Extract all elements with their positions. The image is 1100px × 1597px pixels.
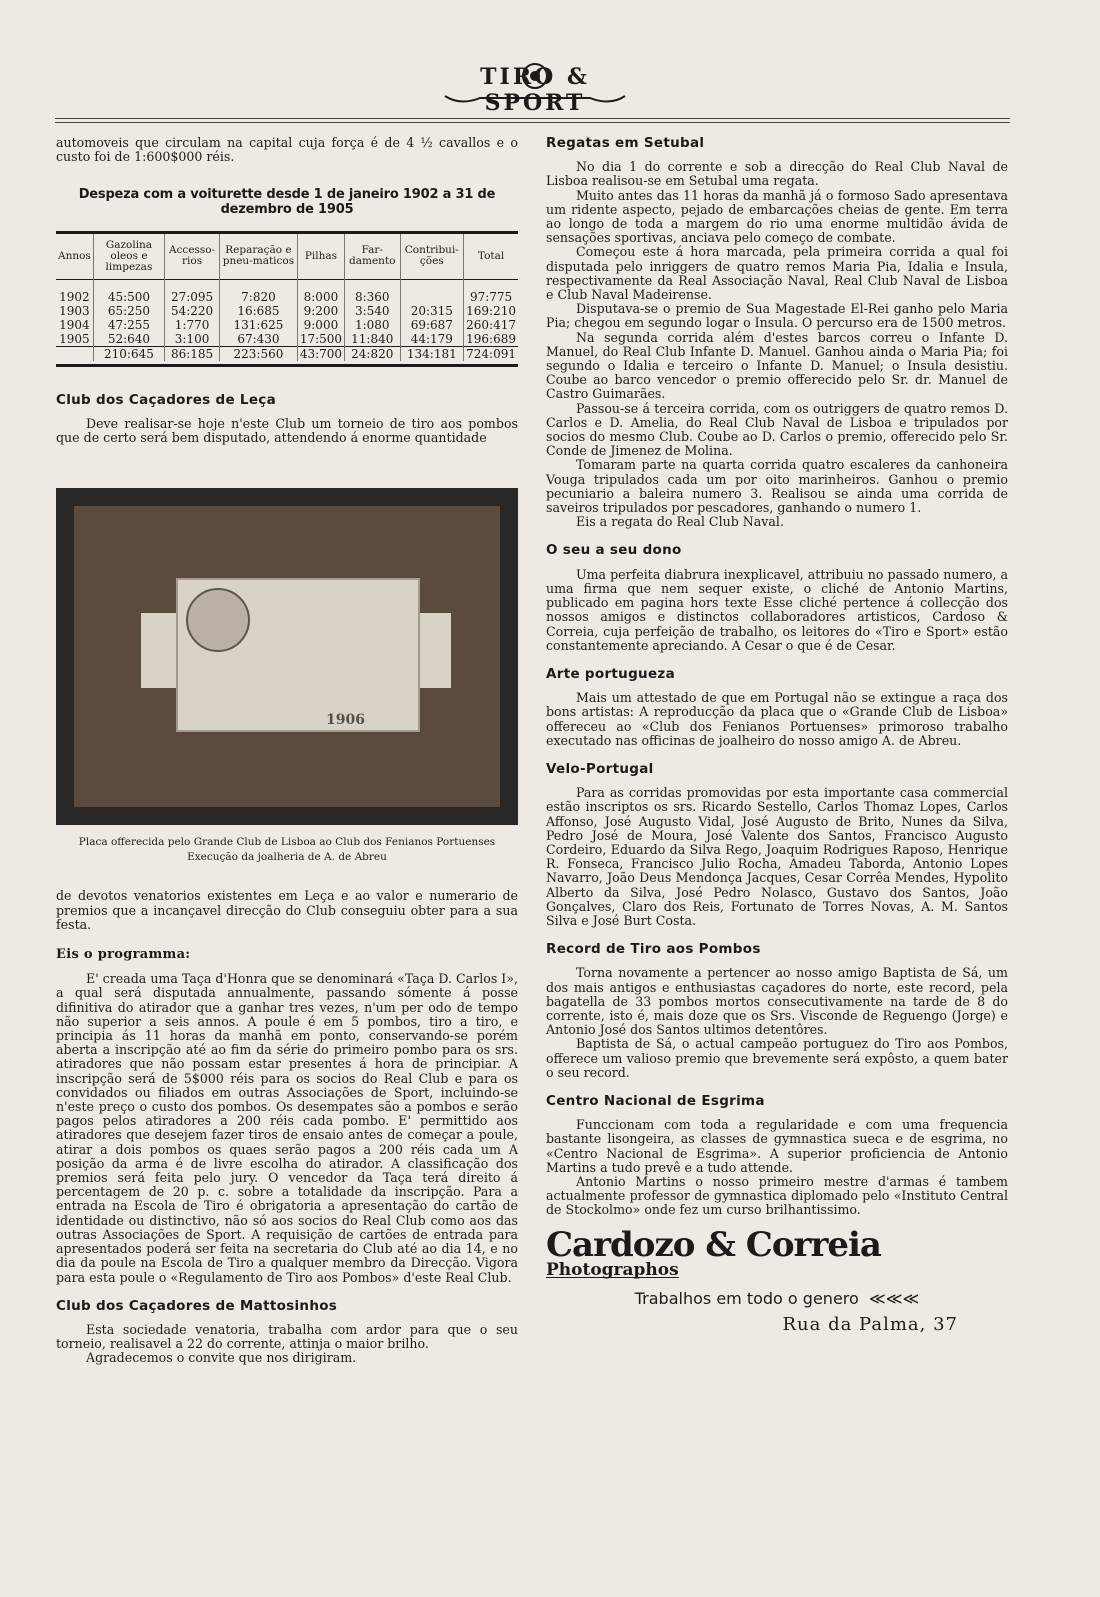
advert-address: Rua da Palma, 37: [782, 1314, 958, 1336]
table-cell: 134:181: [400, 346, 464, 361]
section-heading: Arte portugueza: [546, 665, 675, 682]
table-cell: 223:560: [220, 346, 298, 361]
masthead-logo: [440, 58, 630, 116]
table-cell: 65:250: [93, 304, 164, 318]
photographer-advert: [546, 1224, 1008, 1336]
table-cell: 210:645: [93, 346, 164, 361]
right-column: [546, 135, 1008, 1336]
section-heading: Centro Nacional de Esgrima: [546, 1092, 765, 1109]
table-cell: 169:210: [464, 304, 518, 318]
table-cell: 1905: [59, 331, 90, 346]
table-row: [56, 290, 518, 304]
col-header: Pilhas: [297, 232, 344, 279]
table-cell: 54:220: [165, 304, 220, 318]
table-cell: 1:770: [165, 318, 220, 332]
col-header: Contribui-ções: [400, 232, 464, 279]
paragraph: Mais um attestado de que em Portugal não se extingue a raça dos bons artistas: A reproducção da placa que o «Grande Club de Lisboa» offereceu ao «Club dos Fenianos Portuenses» primoroso trabalho executado nas officinas de joalheiro do nosso amigo A. de Abreu.: [546, 690, 1008, 748]
header-rule-top: [55, 118, 1010, 119]
paragraph: Eis a regata do Real Club Naval.: [576, 514, 784, 530]
intro-paragraph: automoveis que circulam na capital cuja força é de 4 ½ cavallos e o custo foi de 1:600$000 réis.: [56, 135, 518, 165]
table-cell: 17:500: [297, 332, 344, 347]
paragraph: Passou-se á terceira corrida, com os outriggers de quatro remos D. Carlos e D. Amelia, do Real Club Naval de Lisboa e tripulados por socios do mesmo Club. Coube ao D. Carlos o premio, offerecido pelo Sr. Conde de Jimenez de Molina.: [546, 400, 1008, 459]
table-cell: 44:179: [400, 332, 464, 347]
table-cell: 7:820: [220, 290, 298, 304]
col-header: Annos: [58, 249, 91, 262]
paragraph: Tomaram parte na quarta corrida quatro escaleres da canhoneira Vouga tripulados cada um por oito marinheiros. Ganhou o premio pecuniario a baleira numero 3. Realisou se ainda uma corrida de saveiros tripulados por pescadores, ganhando o numero 1.: [546, 457, 1008, 516]
paragraph: Disputava-se o premio de Sua Magestade El-Rei ganho pelo Maria Pia; chegou em segundo logar o Insula. O percurso era de 1500 metros.: [546, 301, 1008, 331]
crest-icon: [186, 588, 250, 652]
section-heading: Record de Tiro aos Pombos: [546, 941, 761, 958]
table-cell: 3:540: [345, 304, 400, 318]
photo-caption: [56, 835, 518, 865]
table-cell: 1904: [59, 317, 90, 332]
table-total-row: [56, 346, 518, 361]
col-header: Accesso-rios: [165, 232, 220, 279]
table-cell: 97:775: [464, 290, 518, 304]
table-cell: 724:091: [464, 346, 518, 361]
table-cell: 1902: [59, 289, 90, 304]
plaque-year: 1906: [326, 712, 365, 729]
section-heading: Club dos Caçadores de Leça: [56, 391, 276, 408]
table-cell: 16:685: [220, 304, 298, 318]
table-cell: 47:255: [93, 318, 164, 332]
table-cell: 20:315: [400, 304, 464, 318]
paragraph: Baptista de Sá, o actual campeão portuguez do Tiro aos Pombos, offerece um valioso premio que brevemente será expôsto, a quem bater o seu record.: [546, 1036, 1008, 1080]
table-cell: 43:700: [297, 346, 344, 361]
section-heading: O seu a seu dono: [546, 542, 682, 559]
paragraph: E' creada uma Taça d'Honra que se denominará «Taça D. Carlos I», a qual será disputada annualmente, passando sómente á posse difinitiva do atirador que a ganhar tres vezes, n'um per odo de tempo não superior a seis annos. A poule é em 5 pombos, tiro a tiro, e principia ás 11 horas da manhã em ponto, conservando-se porém aberta a inscripção até ao fim da série do primeiro pombo para os srs. atiradores que não possam estar presentes á hora de principiar. A inscripção será de 5$000 réis para os socios do Real Club e para os convidados ou filiados em outras Associações de Sport, incluindo-se n'este preço o custo dos pombos. Os desempates são a pombos e serão pagos pelos atiradores a 200 réis cada pombo. E' permittido aos atiradores que desejem fazer tiros de ensaio antes de começar a poule, atirar a dois pombos os quaes serão pagos a 200 réis cada um A posição da arma é de livre escolha do atirador. A classificação dos premios será feita pelo jury. O vencedor da Taça terá direito á percentagem de 20 p. c. sobre a totalidade da inscripção. Para a entrada na Escola de Tiro é obrigatoria a apresentação do cartão de identidade ou distinctivo, não só aos socios do Real Club como aos das outras Associações de Sport. A requisição de cartões de entrada para apresentados poderá ser feita na secretaria do Club até ao dia 14, e no dia da poule na Escola de Tiro a qualquer membro da Direcção. Vigora para esta poule o «Regulamento de Tiro aos Pombos» d'este Real Club.: [56, 971, 518, 1285]
table-cell: 260:417: [464, 318, 518, 332]
plaque-wing-left: [141, 613, 181, 688]
col-header: Total: [464, 232, 518, 279]
table-cell: 8:000: [297, 290, 344, 304]
arrow-ornament-icon: ≪≪≪: [863, 1289, 920, 1309]
paragraph: de devotos venatorios existentes em Leça e ao valor e numerario de premios que a incançavel direcção do Club conseguiu obter para a sua festa.: [56, 888, 518, 932]
table-cell: 9:200: [297, 304, 344, 318]
section-heading: Regatas em Setubal: [546, 135, 705, 151]
paragraph: Para as corridas promovidas por esta importante casa commercial estão inscriptos os srs. Ricardo Sestello, Carlos Thomaz Lopes, Carlos Affonso, José Augusto Vidal, José Augusto de Brito, Nunes da Silva, Pedro José de Moura, José Valente dos Santos, Francisco Augusto Cordeiro, Eduardo da Silva Rego, Joaquim Rodrigues Raposo, Henrique R. Fonseca, Francisco Julio Rocha, Amadeu Taborda, Antonio Lopes Navarro, João Deus Mendonça Jacques, Cesar Corrêa Mendes, Hypolito Alberto da Silva, José Pedro Nolasco, Gustavo dos Santos, João Gonçalves, Claro dos Reis, Fortunato de Torres Novas, A. M. Santos Silva e José Burt Costa.: [546, 785, 1008, 928]
masthead-title: TIRO & SPORT: [480, 64, 590, 116]
advert-name: Cardozo & Correia: [546, 1224, 881, 1265]
table-cell: 11:840: [345, 332, 400, 347]
paragraph: Na segunda corrida além d'estes barcos correu o Infante D. Manuel, do Real Club Infante D. Manuel. Ganhou ainda o Maria Pia; foi segundo o Idalia e terceiro o Infante D. Manuel; o Insula desistiu. Coube ao barco vencedor o premio offerecido pelo Sr. dr. Manuel de Castro Guimarães.: [546, 329, 1008, 402]
paragraph: Antonio Martins o nosso primeiro mestre d'armas é tambem actualmente professor de gymnastica diplomado pelo «Instituto Central de Stockolmo» onde fez um curso brilhantissimo.: [546, 1174, 1008, 1218]
table-row: [56, 304, 518, 318]
table-bottom-rule: [56, 364, 518, 367]
advert-tagline: [546, 1289, 1008, 1309]
section-heading: Velo-Portugal: [546, 760, 654, 777]
table-cell: 24:820: [345, 346, 400, 361]
table-cell: 1903: [59, 303, 90, 318]
table-title: Despeza com a voiturette desde 1 de janeiro 1902 a 31 de dezembro de 1905: [78, 187, 496, 217]
paragraph: Uma perfeita diabrura inexplicavel, attribuiu no passado numero, a uma firma que nem sequer existe, o cliché de Antonio Martins, publicado em pagina hors texte Esse cliché pertence á collecção dos nossos amigos e distinctos collaboradores artisticos, Cardoso & Correia, cuja perfeição de trabalho, os leitores do «Tiro e Sport» estão constantemente apreciando. A Cesar o que é de Cesar.: [546, 566, 1008, 653]
table-row: [56, 332, 518, 347]
table-cell: 3:100: [165, 332, 220, 347]
paragraph: Agradecemos o convite que nos dirigiram.: [86, 1350, 357, 1366]
table-row: [56, 318, 518, 332]
table-cell: 9:000: [297, 318, 344, 332]
paragraph: Esta sociedade venatoria, trabalha com ardor para que o seu torneio, realisavel a 22 do corrente, attinja o maior brilho.: [56, 1321, 518, 1352]
paragraph: Funccionam com toda a regularidade e com uma frequencia bastante lisongeira, as classes de gymnastica sueca e de esgrima, no «Centro Nacional de Esgrima». A superior proficiencia de Antonio Martins a tudo prevê e a tudo attende.: [546, 1117, 1008, 1175]
table-header-row: [56, 232, 518, 279]
programme-heading: Eis o programma:: [56, 947, 191, 963]
paragraph: Torna novamente a pertencer ao nosso amigo Baptista de Sá, um dos mais antigos e enthusiastas caçadores do norte, este record, pela bagatella de 33 pombos mortos consecutivamente na tarde de 8 do corrente, isto é, mais doze que os Srs. Visconde de Reguengo (Jorge) e Antonio José dos Santos ultimos detentôres.: [546, 965, 1008, 1038]
paragraph: Deve realisar-se hoje n'este Club um torneio de tiro aos pombos que de certo será bem disputado, attendendo á enorme quantidade: [56, 416, 518, 446]
table-cell: 45:500: [93, 290, 164, 304]
table-cell: 131:625: [220, 318, 298, 332]
col-header: Reparação e pneu-maticos: [220, 232, 298, 279]
caption-line: Placa offerecida pelo Grande Club de Lisboa ao Club dos Fenianos Portuenses: [78, 836, 496, 849]
advert-photographos: Photographos: [546, 1259, 679, 1280]
table-cell: 67:430: [220, 332, 298, 347]
col-header: Far-damento: [345, 232, 400, 279]
expense-table: [56, 231, 518, 361]
paragraph: No dia 1 do corrente e sob a direcção do Real Club Naval de Lisboa realisou-se em Setubal uma regata.: [546, 159, 1008, 189]
table-cell: 86:185: [165, 346, 220, 361]
table-cell: 1:080: [345, 318, 400, 332]
table-cell: [56, 346, 93, 361]
left-column: [56, 136, 518, 1366]
table-cell: 27:095: [165, 290, 220, 304]
caption-line: Execução da joalheria de A. de Abreu: [187, 851, 387, 864]
section-heading: Club dos Caçadores de Mattosinhos: [56, 1297, 338, 1314]
table-cell: 196:689: [464, 332, 518, 347]
col-header: Gazolina oleos e limpezas: [93, 232, 164, 279]
plaque-photo: [56, 488, 518, 825]
table-cell: 69:687: [400, 318, 464, 332]
paragraph: Começou este á hora marcada, pela primeira corrida a qual foi disputada pelo inriggers de quatro remos Maria Pia, Idalia e Insula, respectivamente da Real Associação Naval, Real Club Naval de Lisboa e Club Naval Madeirense.: [546, 244, 1008, 303]
paragraph: Muito antes das 11 horas da manhã já o formoso Sado apresentava um ridente aspecto, pejado de embarcações cheias de gente. Em terra ao longo de toda a margem do rio uma enorme multidão ávida de sensações sportivas, anciava pelo começo de combate.: [546, 187, 1008, 246]
table-cell: 52:640: [93, 332, 164, 347]
advert-tagline-text: Trabalhos em todo o genero: [634, 1289, 859, 1309]
table-cell: [400, 290, 464, 304]
header-rule-bottom: [55, 122, 1010, 123]
table-cell: 8:360: [345, 290, 400, 304]
